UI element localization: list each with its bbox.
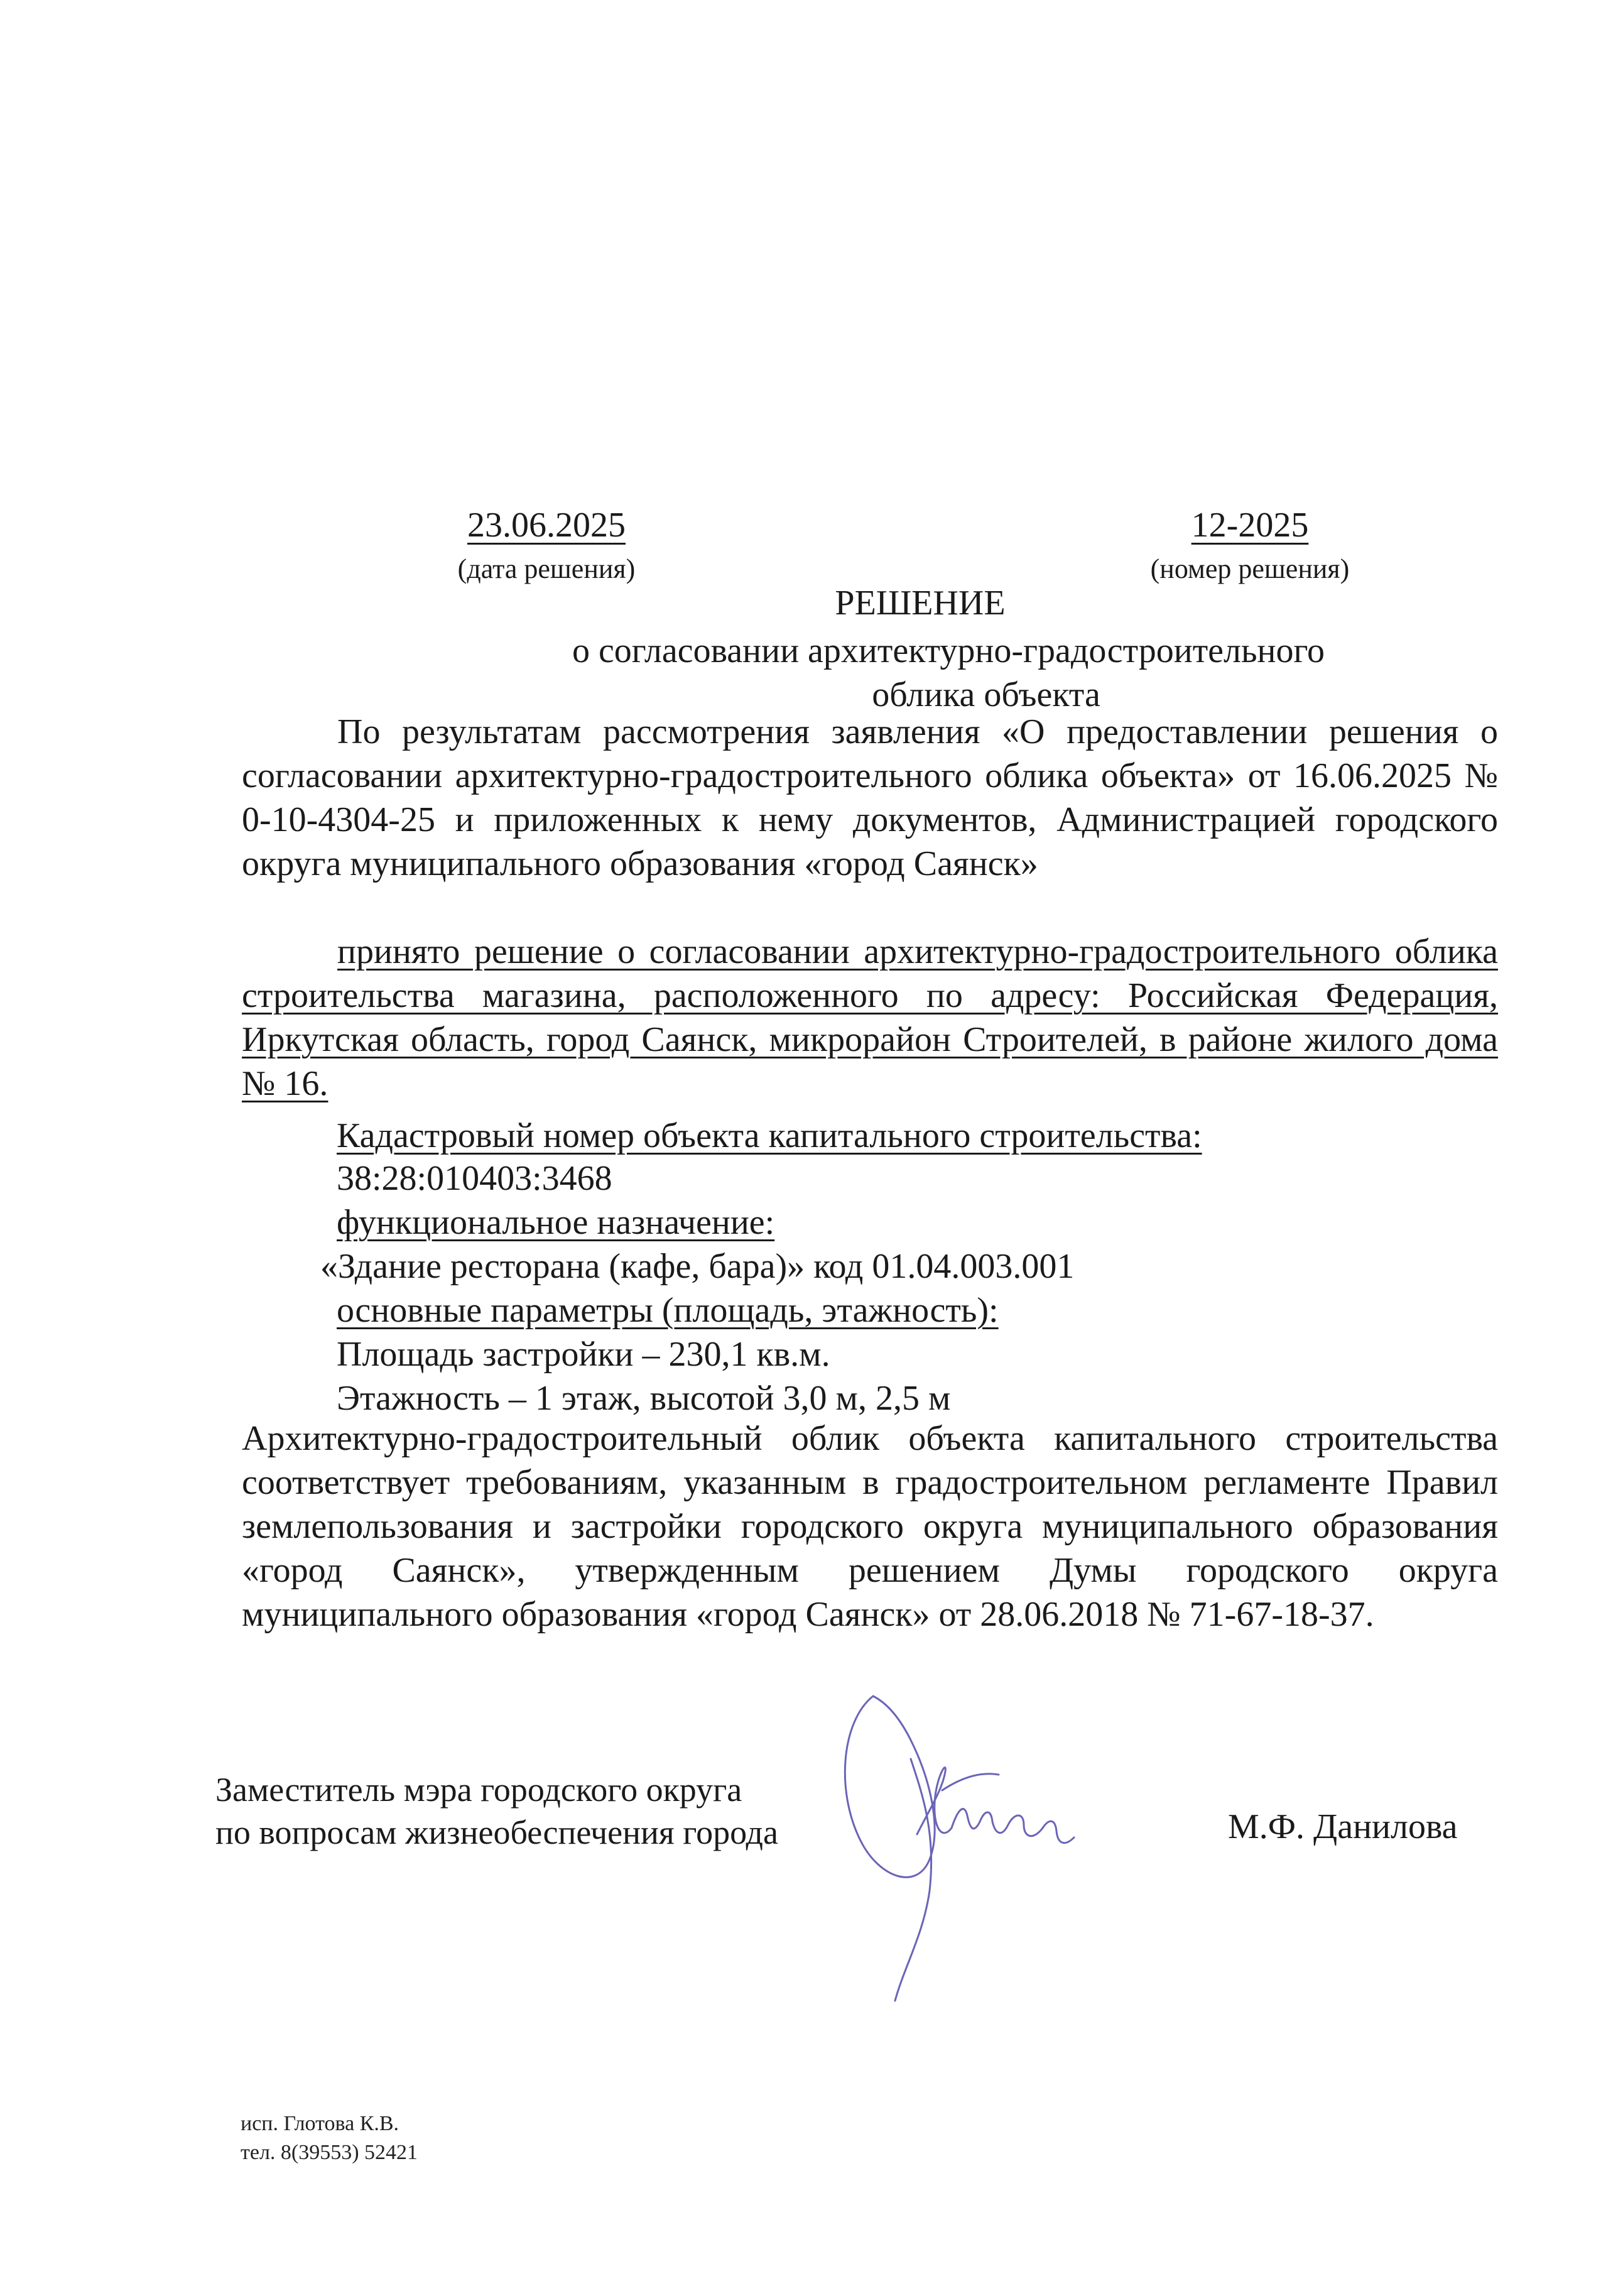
paragraph-decision [242,930,1498,1106]
decision-date-label: (дата решения) [457,553,636,584]
signer-position [215,1768,778,1854]
decision-date: 23.06.2025 [467,506,626,545]
params-label: основные параметры (площадь, этажность): [337,1291,999,1330]
document-title: РЕШЕНИЕ [835,584,1006,623]
paragraph-compliance: Архитектурно-градостроительный облик объекта капитального строительства соответствует требованиям, указанным в градостроительном регламенте Правил землепользования и застройки городского округа муниципального образования «город Саянск», утвержденным решением Думы городского округа муниципального образования «город Саянск» от 28.06.2018 № 71-67-18-37. [242,1419,1498,1634]
cadastral-value: 38:28:010403:3468 [337,1159,612,1198]
paragraph-application: По результатам рассмотрения заявления «О предоставлении решения о согласовании архитектурно-градостроительного облика объекта» от 16.06.2025 № 0-10-4304-25 и приложенных к нему документов, Администрацией городского округа муниципального образования «город Саянск» [242,712,1498,883]
handwritten-signature [835,1684,1118,2010]
decision-number-label: (номер решения) [1150,553,1350,584]
executor-name: исп. Глотова К.В. [241,2112,399,2135]
signer-name: М.Ф. Данилова [1228,1807,1458,1846]
signer-position-line1: Заместитель мэра городского округа [215,1771,742,1809]
signer-position-line2: по вопросам жизнеобеспечения города [215,1814,778,1851]
cadastral-label: Кадастровый номер объекта капитального строительства: [337,1116,1202,1155]
decision-text: принято решение о согласовании архитектурно-градостроительного облика строительства магазина, расположенного по адресу: Российская Федерация, Иркутская область, город Саянск, микрорайон Строителей, в районе жилого дома № 16. [242,932,1498,1103]
document-subtitle-line2: облика объекта [872,675,1100,714]
decision-number-field [1093,508,1407,583]
decision-date-field [396,508,697,583]
floors-value: Этажность – 1 этаж, высотой 3,0 м, 2,5 м [337,1379,951,1418]
executor-phone: тел. 8(39553) 52421 [241,2141,418,2164]
area-value: Площадь застройки – 230,1 кв.м. [337,1335,830,1374]
function-label: функциональное назначение: [337,1203,775,1242]
decision-number: 12-2025 [1191,506,1309,545]
document-subtitle-line1: о согласовании архитектурно-градостроительного [572,631,1325,670]
function-value: «Здание ресторана (кафе, бара)» код 01.04.003.001 [320,1247,1075,1286]
executor-info [241,2109,418,2167]
